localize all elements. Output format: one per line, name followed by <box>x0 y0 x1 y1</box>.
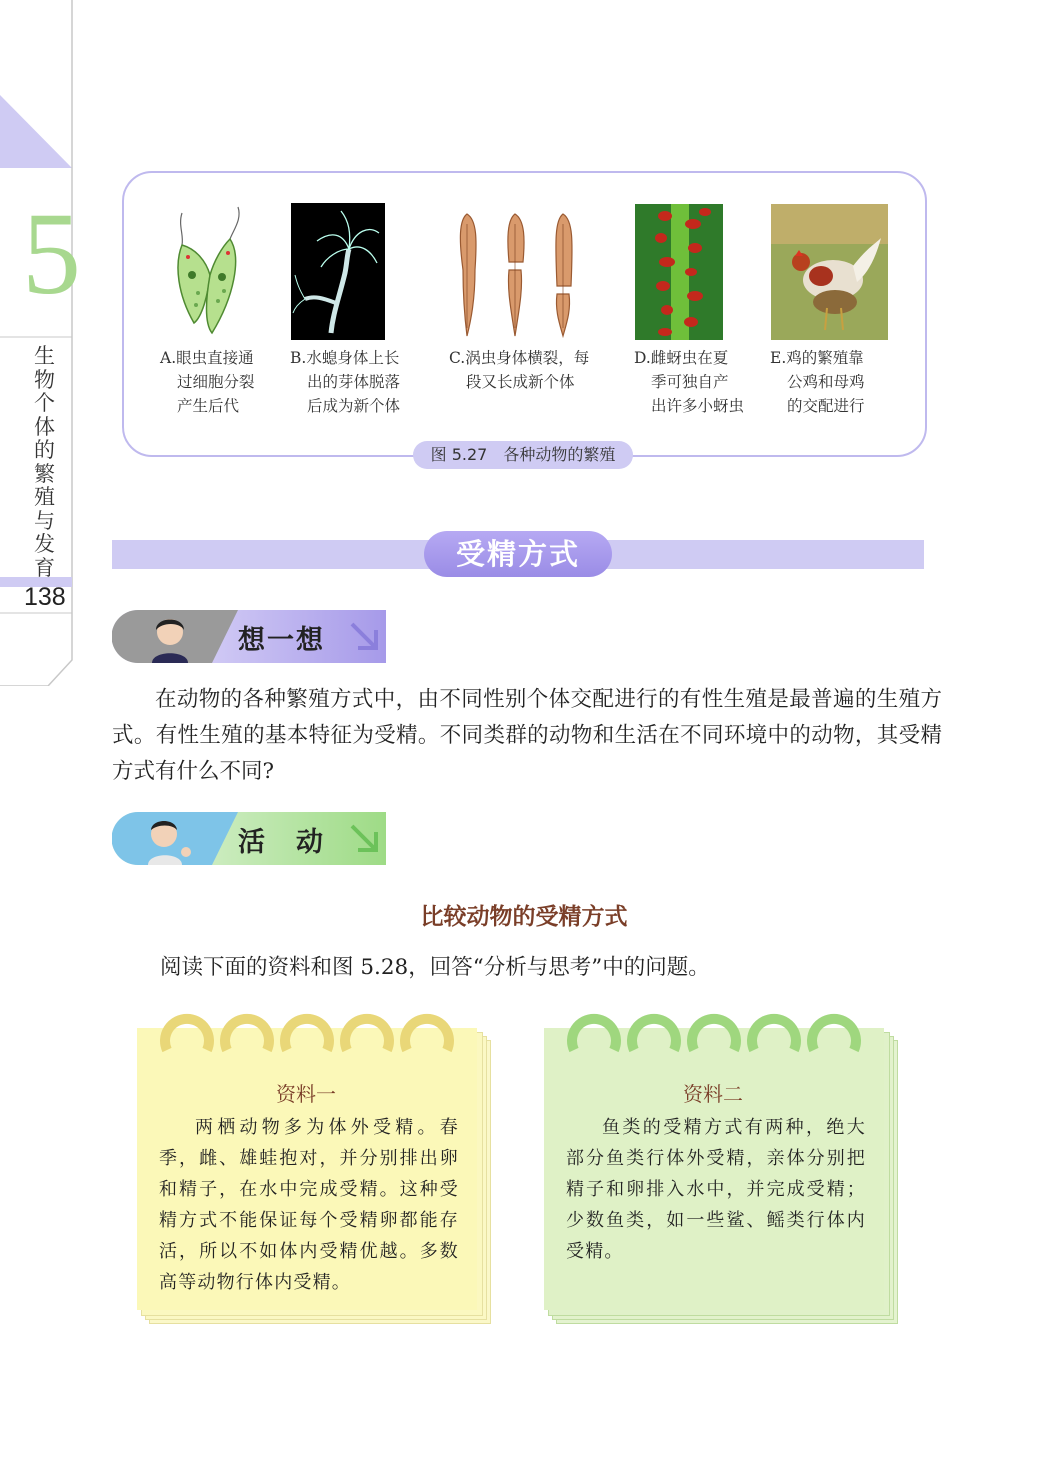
figure-caption-a: A.眼虫直接通 过细胞分裂 产生后代 <box>160 349 255 415</box>
card-1-spiral-rings <box>157 1010 467 1070</box>
card-2-spiral-rings <box>564 1010 874 1070</box>
think-paragraph: 在动物的各种繁殖方式中，由不同性别个体交配进行的有性生殖是最普遍的生殖方式。有性生殖的基本特征为受精。不同类群的动物和生活在不同环境中的动物，其受精方式有什么不同? <box>112 687 942 784</box>
think-label: 想一想 <box>238 625 325 656</box>
activity-intro: 阅读下面的资料和图 5.28，回答“分析与思考”中的问题。 <box>160 955 710 980</box>
card-2-text: 鱼类的受精方式有两种，绝大部分鱼类行体外受精，亲体分别把精子和卵排入水中，并完成受精；少数鱼类，如一些鲨、鳐类行体内受精。 <box>566 1117 866 1262</box>
planaria-illustration <box>455 210 580 340</box>
card-1-title: 资料一 <box>276 1082 336 1106</box>
figure-caption-d: D.雌蚜虫在夏 季可独自产 出许多小蚜虫 <box>634 349 745 415</box>
aphid-photo <box>635 204 723 340</box>
card-2-title: 资料二 <box>683 1082 743 1106</box>
hydra-photo <box>291 203 385 340</box>
material-card-2 <box>544 1028 882 1308</box>
material-card-1 <box>137 1028 475 1308</box>
chapter-title: 生物个体的繁殖与发育 <box>34 344 55 580</box>
chicken-photo <box>771 204 888 340</box>
think-banner <box>112 610 386 663</box>
activity-label: 活 动 <box>238 827 325 858</box>
figure-caption-e: E.鸡的繁殖靠 公鸡和母鸡 的交配进行 <box>770 349 865 415</box>
activity-title: 比较动物的受精方式 <box>420 904 628 930</box>
figure-caption-c: C.涡虫身体横裂，每 段又长成新个体 <box>449 349 590 391</box>
card-1-text: 两栖动物多为体外受精。春季，雌、雄蛙抱对，并分别排出卵和精子，在水中完成受精。这种受精方式不能保证每个受精卵都能存活，所以不如体内受精优越。多数高等动物行体内受精。 <box>159 1117 459 1293</box>
euglena-illustration <box>168 205 248 340</box>
figure-caption-b: B.水螅身体上长 出的芽体脱落 后成为新个体 <box>290 349 401 415</box>
page-number: 138 <box>24 583 66 611</box>
activity-banner <box>112 812 386 865</box>
chapter-number: 5 <box>22 188 81 319</box>
figure-title: 图 5.27 各种动物的繁殖 <box>413 441 633 469</box>
section-heading: 受精方式 <box>424 531 612 577</box>
